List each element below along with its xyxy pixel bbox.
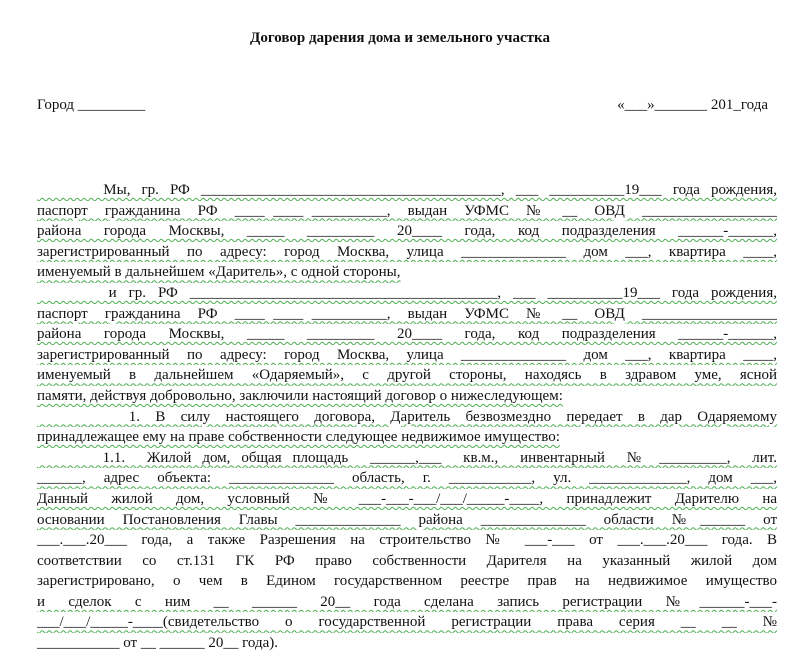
text-line: района города Москвы, _____ _________ 20____ года, код подразделения ______-______, bbox=[37, 223, 777, 240]
text-line: памяти, действуя добровольно, заключили настоящий договор о нижеследующем: bbox=[37, 387, 563, 404]
text-line: именуемый в дальнейшем «Даритель», с одной стороны, bbox=[37, 264, 401, 281]
text-line: ___________ от __ ______ 20__ года). bbox=[37, 635, 278, 652]
text-line: и сделок с ним __ ______ 20__ года сделана запись регистрации №______-___- bbox=[37, 593, 777, 610]
text-line: ___/___/_____-____(свидетельство о государственной регистрации права серия __ __ № bbox=[37, 614, 777, 631]
text-line: именуемый в дальнейшем «Одаряемый», с другой стороны, находясь в здравом уме, ясной bbox=[37, 367, 777, 384]
text-line: паспорт гражданина РФ ____ ____ __________, выдан УФМС № __ ОВД __________________ bbox=[37, 305, 777, 322]
text-line: зарегистрированный по адресу: город Москва, улица ______________ дом ___, квартира ____, bbox=[37, 243, 777, 260]
text-line: зарегистрировано, о чем в Едином государственном реестре прав на недвижимое имущество bbox=[37, 573, 777, 590]
text-line: зарегистрированный по адресу: город Москва, улица ______________ дом ___, квартира ____, bbox=[37, 346, 777, 363]
date-field: «___»_______ 201_года bbox=[617, 97, 768, 113]
text-line: паспорт гражданина РФ ____ ____ __________, выдан УФМС № __ ОВД __________________ bbox=[37, 202, 777, 219]
document-title: Договор дарения дома и земельного участка bbox=[250, 30, 550, 46]
document-body bbox=[37, 180, 777, 654]
text-line: Данный жилой дом, условный № ___-___-___/___/_____-____, принадлежит Дарителю на bbox=[37, 490, 777, 507]
text-line: основании Постановления Главы ______________ района ______________ области №______ от bbox=[37, 511, 777, 528]
text-line: соответствии со ст.131 ГК РФ право собственности Дарителя на указанный жилой дом bbox=[37, 552, 777, 569]
text-line: ______, адрес объекта: ______________ область, г. ___________, ул. _____________, дом ___, bbox=[37, 470, 777, 487]
text-line: 1. В силу настоящего договора, Даритель безвозмездно передает в дар Одаряемому bbox=[37, 408, 777, 425]
text-line: района города Москвы, _____ _________ 20____ года, код подразделения ______-______, bbox=[37, 326, 777, 343]
text-line: ___.___.20___ года, а также Разрешения на строительство № ___-___ от ___.___.20___ года. В bbox=[37, 532, 777, 549]
text-line: и гр. РФ _________________________________________, ___ __________19___ года рождения, bbox=[37, 284, 777, 301]
text-line: 1.1. Жилой дом, общая площадь ______,___ кв.м., инвентарный № _________, лит. bbox=[37, 449, 777, 466]
text-line: Мы, гр. РФ ________________________________________, ___ __________19___ года рождения, bbox=[37, 182, 777, 198]
text-line: принадлежащее ему на праве собственности следующее недвижимое имущество: bbox=[37, 429, 560, 446]
city-field: Город _________ bbox=[37, 97, 146, 113]
